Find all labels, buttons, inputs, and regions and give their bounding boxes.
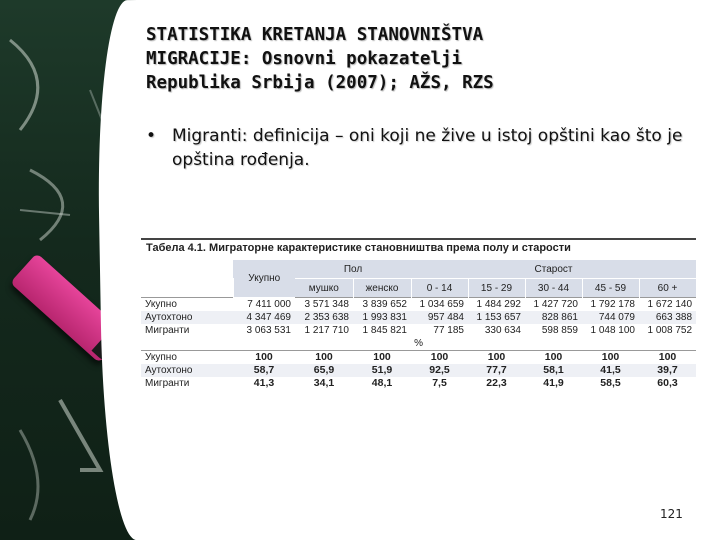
table-row xyxy=(141,351,696,365)
cell: 957 484 xyxy=(411,311,468,324)
cell: 1 217 710 xyxy=(304,325,349,336)
header-age: Старост xyxy=(411,260,696,279)
header-total: Укупно xyxy=(233,260,295,298)
cell: 100 xyxy=(639,351,696,365)
data-table xyxy=(141,260,697,390)
cell: 100 xyxy=(525,351,582,365)
row-label: Мигранти xyxy=(145,325,190,336)
bullet-item xyxy=(146,124,706,172)
cell: 41,3 xyxy=(253,377,275,389)
cell: 34,1 xyxy=(313,377,335,389)
cell: 3 063 531 xyxy=(246,325,291,336)
cell: 1 427 720 xyxy=(525,298,582,312)
page-number: 121 xyxy=(660,507,683,521)
row-label: Мигранти xyxy=(145,378,190,389)
cell: 51,9 xyxy=(353,364,411,377)
cell: 1 845 821 xyxy=(362,325,407,336)
cell: 1 672 140 xyxy=(639,298,696,312)
cell: 60,3 xyxy=(657,377,678,389)
cell: 1 034 659 xyxy=(411,298,468,312)
cell: 58,1 xyxy=(525,364,582,377)
cell: 7,5 xyxy=(432,377,447,389)
chalkboard-decoration xyxy=(0,0,140,540)
cell: 77,7 xyxy=(468,364,525,377)
cell: 92,5 xyxy=(411,364,468,377)
cell: 1 008 752 xyxy=(647,325,693,336)
header-age-group: 0 - 14 xyxy=(411,279,468,298)
table-row xyxy=(141,324,696,337)
cell: 2 353 638 xyxy=(295,311,353,324)
table-caption: Табела 4.1. Миграторне карактеристике становништва према полу и старости xyxy=(141,238,696,260)
percent-label: % xyxy=(414,338,423,349)
cell: 41,5 xyxy=(582,364,639,377)
percent-divider-row xyxy=(141,337,696,351)
cell: 7 411 000 xyxy=(233,298,295,312)
cell: 100 xyxy=(582,351,639,365)
header-age-group: 60 + xyxy=(639,279,696,298)
bullet-text: Migranti: definicija – oni koji ne žive u istoj opštini kao što je opština rođenja. xyxy=(172,126,683,170)
cell: 330 634 xyxy=(484,325,521,336)
header-male: мушко xyxy=(295,279,353,298)
cell: 744 079 xyxy=(582,311,639,324)
slide-title xyxy=(146,23,706,95)
cell: 663 388 xyxy=(639,311,696,324)
row-label: Аутохтоно xyxy=(141,364,233,377)
row-label: Укупно xyxy=(141,351,233,365)
cell: 1 993 831 xyxy=(353,311,411,324)
title-line-2: MIGRACIJE: Osnovni pokazatelji xyxy=(146,49,463,69)
cell: 3 839 652 xyxy=(353,298,411,312)
cell: 58,5 xyxy=(600,377,621,389)
cell: 58,7 xyxy=(233,364,295,377)
cell: 77 185 xyxy=(433,325,464,336)
cell: 39,7 xyxy=(639,364,696,377)
cell: 828 861 xyxy=(525,311,582,324)
row-label: Аутохтоно xyxy=(141,311,233,324)
bullet-marker: • xyxy=(146,126,157,146)
cell: 1 484 292 xyxy=(468,298,525,312)
title-line-1: STATISTIKA KRETANJA STANOVNIŠTVA xyxy=(146,25,484,45)
cell: 1 153 657 xyxy=(468,311,525,324)
cell: 48,1 xyxy=(371,377,393,389)
cell: 100 xyxy=(295,351,353,365)
cell: 100 xyxy=(353,351,411,365)
table-row xyxy=(141,377,696,390)
table-row xyxy=(141,298,696,312)
cell: 100 xyxy=(411,351,468,365)
table-row xyxy=(141,311,696,324)
cell: 22,3 xyxy=(486,377,507,389)
header-age-group: 45 - 59 xyxy=(582,279,639,298)
table-row xyxy=(141,364,696,377)
cell: 4 347 469 xyxy=(233,311,295,324)
cell: 3 571 348 xyxy=(295,298,353,312)
title-line-3: Republika Srbija (2007); AŽS, RZS xyxy=(146,73,494,93)
header-female: женско xyxy=(353,279,411,298)
header-sex: Пол xyxy=(295,260,411,279)
cell: 598 859 xyxy=(541,325,578,336)
row-label: Укупно xyxy=(141,298,233,312)
header-age-group: 15 - 29 xyxy=(468,279,525,298)
migration-table xyxy=(141,238,696,390)
cell: 1 048 100 xyxy=(590,325,635,336)
cell: 100 xyxy=(233,351,295,365)
cell: 100 xyxy=(468,351,525,365)
cell: 65,9 xyxy=(295,364,353,377)
header-age-group: 30 - 44 xyxy=(525,279,582,298)
cell: 1 792 178 xyxy=(582,298,639,312)
cell: 41,9 xyxy=(543,377,564,389)
